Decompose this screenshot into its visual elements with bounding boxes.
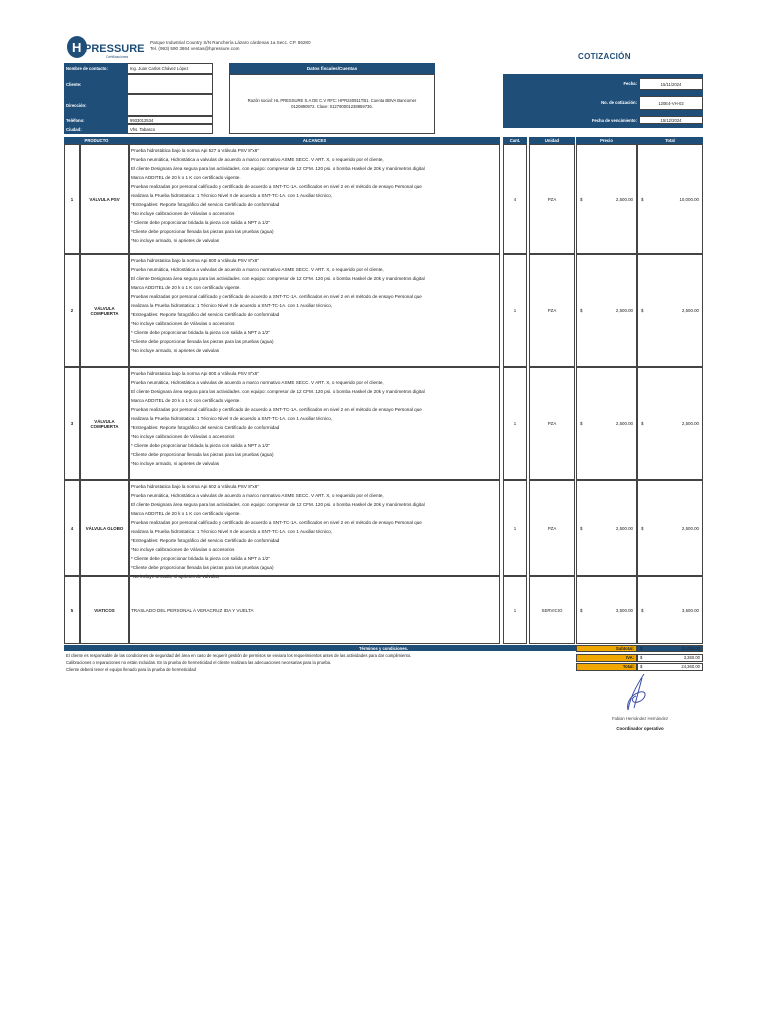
scope-line: Marca ADDITEL de 20 k o 1 K con certificado vigente. [131, 511, 241, 517]
currency-symbol: $ [580, 196, 583, 202]
terms-line: Calibraciones o reparaciones no están incluidas. En la prueba de hermeticidad el cliente realizara las adecuaciones necesarias para la prueba. [66, 660, 332, 666]
scope-line: *No incluye armado, ni aprietes de valvulas [131, 461, 220, 467]
document-title: COTIZACIÓN [578, 52, 631, 61]
currency-symbol: $ [640, 664, 643, 669]
item-price [576, 480, 637, 576]
scope-line: Prueba neumática, Hidrostática a valvulas de acuerdo a marco normativo ASME SECC. V ART. X, o requerido por el cliente, [131, 493, 384, 499]
scope-line: *No incluye armado, ni aprietes de valvulas [131, 238, 220, 244]
item-total [637, 254, 703, 367]
signer-name: Fabian Hernández Hernández [611, 716, 669, 721]
iva-amount: 3,360.00 [683, 655, 700, 660]
scope-line: * Cliente debe proporcionar bridada la pieza con salida a NPT a 1/2" [131, 443, 270, 449]
col-header-product: PRODUCTO [64, 137, 129, 144]
quote-number-value: 120E4-VH-02 [639, 96, 703, 110]
item-total [637, 480, 703, 576]
scope-line: * Cliente debe proporcionar bridada la pieza con salida a NPT a 1/2" [131, 220, 270, 226]
currency-symbol: $ [640, 646, 643, 651]
scope-line: realizara la Prueba hidrostatica: 1 Técnico Nivel II de acuerdo a SNT-TC-1A. con 1 Auxiliar técnico, [131, 416, 333, 422]
terms-header: Términos y condiciones. [64, 645, 703, 651]
scope-line: realizara la Prueba hidrostatica: 1 Técnico Nivel II de acuerdo a SNT-TC-1A. con 1 Auxiliar técnico, [131, 303, 333, 309]
scope-line: *Cliente debe proporcionar llenada las piezas para las pruebas (agua) [131, 339, 274, 345]
svg-text:H: H [72, 40, 82, 55]
city-value: Vhs. Tabasco [128, 124, 213, 134]
item-price [576, 367, 637, 480]
fiscal-details: Razón social: HL PRESSURE S.A DE C.V RFC: HPR240911TB1. Cuenta BBVA Bancomer 0120890972. Clave: 012790001238859736. [229, 74, 435, 134]
item-number: 1 [64, 144, 80, 254]
item-scope [129, 480, 500, 580]
scope-line: El cliente Designara área segura para las actividades. con equipo: compresor de 12 CFM. 120 psi. o bomba Haskel de 20k y manómetros digital [131, 389, 425, 395]
expiry-value: 15/12/2024 [639, 116, 703, 124]
item-number: 5 [64, 576, 80, 644]
total-amount: 24,360.00 [681, 664, 700, 669]
price-amount: 2,500.00 [615, 525, 633, 531]
col-header-scope: ALCANCES [129, 137, 500, 144]
item-quantity: 1 [503, 367, 527, 480]
scope-line: El cliente Designara área segura para las actividades. con equipo: compresor de 12 CFM. 120 psi. o bomba Haskel de 20k y manómetros digital [131, 166, 425, 172]
item-product: VÁLVULA COMPUERTA [80, 254, 129, 367]
date-label: Fecha: [623, 80, 637, 86]
company-logo [66, 34, 145, 62]
scope-line: *Cliente debe proporcionar llenada las piezas para las pruebas (agua) [131, 565, 274, 571]
total-amount: 3,500.00 [681, 607, 699, 613]
scope-line: Marca ADDITEL de 20 k o 1 K con certificado vigente. [131, 175, 241, 181]
scope-line: Prueba neumática, Hidrostática a valvulas de acuerdo a marco normativo ASME SECC. V ART. X, o requerido por el cliente, [131, 157, 384, 163]
scope-line: TRASLADO DEL PERSONAL A VERACRUZ IDA Y VUELTA [131, 607, 254, 613]
contact-label: Nombre de contacto: [64, 63, 128, 74]
signer-title: Coordinador operativo [616, 726, 664, 731]
item-price [576, 144, 637, 254]
scope-line: Pruebas realizadas por personal calificado y certificado de acuerdo a SNT-TC-1A. certificados en nivel 2 en el método de ensayo Personal que [131, 294, 422, 300]
client-label: Cliente: [64, 74, 128, 94]
price-amount: 3,500.00 [615, 607, 633, 613]
date-value: 15/11/2024 [639, 78, 703, 90]
scope-line: *Entregables: Reporte fotográfico del servicio Certificado de conformidad [131, 425, 280, 431]
contact-value: Ing. Juan Carlos Chávez López [128, 63, 213, 74]
subtotal-label: Subtotal: [576, 645, 637, 652]
iva-value [637, 654, 703, 662]
scope-line: Prueba hidrostatica bajo la norma Api 602 a Válvula PSV 8"x6" [131, 484, 259, 489]
subtotal-amount: 21,000.00 [681, 646, 700, 651]
phone-value: 9933012534 [128, 116, 213, 124]
iva-label: IVA: [576, 654, 637, 662]
item-product: VIATICOS [80, 576, 129, 644]
price-amount: 2,500.00 [615, 196, 633, 202]
item-unit: PZA [529, 254, 575, 367]
scope-line: * Cliente debe proporcionar bridada la pieza con salida a NPT a 1/2" [131, 556, 270, 562]
terms-line: Cliente deberá tener el equipo llenado para la prueba de hermeticidad [66, 667, 196, 673]
item-unit: PZA [529, 480, 575, 576]
total-amount: 10,000.00 [679, 196, 699, 202]
item-unit: PZA [529, 144, 575, 254]
item-unit: PZA [529, 367, 575, 480]
scope-line: realizara la Prueba hidrostatica: 1 Técnico Nivel II de acuerdo a SNT-TC-1A. con 1 Auxiliar técnico, [131, 193, 333, 199]
item-scope [129, 367, 500, 480]
price-amount: 2,500.00 [615, 308, 633, 313]
scope-line: Prueba hidrostática bajo la norma Api 527 a Válvula PSV 8"x6" [131, 148, 259, 153]
signature-image [622, 672, 658, 714]
currency-symbol: $ [641, 525, 644, 531]
company-address: Parque Industrial Country S/N Ranchería Lázaro cárdenas 1a Secc. CP. 86280 [150, 40, 311, 45]
city-label: Ciudad: [64, 124, 128, 134]
currency-symbol: $ [641, 421, 644, 426]
scope-line: Marca ADDITEL de 20 k o 1 K con certificado vigente. [131, 285, 241, 291]
currency-symbol: $ [641, 607, 644, 613]
item-unit: SERVICIO [529, 576, 575, 644]
svg-text:Certificaciones: Certificaciones [106, 55, 129, 59]
item-number: 3 [64, 367, 80, 480]
scope-line: El cliente Designara área segura para las actividades. con equipo: compresor de 12 CFM. 120 psi. o bomba Haskel de 20k y manómetros digital [131, 502, 425, 508]
phone-label: Teléfono: [64, 116, 128, 124]
fiscal-header: Datos fiscales/Cuentas [229, 63, 435, 74]
item-scope [129, 254, 500, 367]
currency-symbol: $ [580, 525, 583, 531]
total-label: Total: [576, 663, 637, 671]
item-number: 2 [64, 254, 80, 367]
quote-number-label: No. de cotización: [601, 99, 637, 105]
price-amount: 2,500.00 [615, 421, 633, 426]
col-header-unit: Unidad [529, 137, 575, 144]
scope-line: *No incluye calibraciones de Válvulas o accesorios [131, 321, 235, 327]
scope-line: *No incluye calibraciones de Válvulas o accesorios [131, 211, 235, 217]
item-quantity: 1 [503, 576, 527, 644]
scope-line: *No incluye calibraciones de Válvulas o accesorios [131, 547, 235, 553]
item-price [576, 254, 637, 367]
scope-line: *Entregables: Reporte fotográfico del servicio Certificado de conformidad [131, 312, 280, 318]
scope-line: *No incluye armado, ni aprietes de valvulas [131, 574, 220, 580]
item-total [637, 367, 703, 480]
total-amount: 2,500.00 [681, 421, 699, 426]
currency-symbol: $ [641, 196, 644, 202]
scope-line: *No incluye calibraciones de Válvulas o accesorios [131, 434, 235, 440]
scope-line: *Cliente debe proporcionar llenada las piezas para las pruebas (agua) [131, 452, 274, 458]
currency-symbol: $ [580, 308, 583, 313]
item-scope [129, 576, 500, 644]
expiry-label: Fecha de vencimiento: [591, 117, 637, 123]
scope-line: *No incluye armado, ni aprietes de valvulas [131, 348, 220, 354]
currency-symbol: $ [640, 655, 643, 660]
scope-line: El cliente Designara área segura para las actividades. con equipo: compresor de 12 CFM. 120 psi. o bomba Haskel de 20k y manómetros digital [131, 276, 425, 282]
item-number: 4 [64, 480, 80, 576]
scope-line: Prueba hidrostatica bajo la norma Api 600 a Válvula PSV 8"x6" [131, 258, 259, 263]
item-product: VÁLVULA PSV [80, 144, 129, 254]
scope-line: Prueba hidrostatica bajo la norma Api 600 a Válvula PSV 8"x6" [131, 371, 259, 376]
scope-line: Prueba neumática, Hidrostática a valvulas de acuerdo a marco normativo ASME SECC. V ART. X, o requerido por el cliente, [131, 267, 384, 273]
item-scope [129, 144, 500, 254]
col-header-qty: Cant. [503, 137, 527, 144]
scope-line: Pruebas realizadas por personal calificado y certificado de acuerdo a SNT-TC-1A. certificados en nivel 2 en el método de ensayo Personal que [131, 407, 422, 413]
scope-line: Pruebas realizadas por personal calificado y certificado de acuerdo a SNT-TC-1A. certificados en nivel 2 en el método de ensayo Personal que [131, 520, 422, 526]
scope-line: realizara la Prueba hidrostatica: 1 Técnico Nivel II de acuerdo a SNT-TC-1A. con 1 Auxiliar técnico, [131, 529, 333, 535]
item-total [637, 576, 703, 644]
address-label: Dirección: [64, 94, 128, 116]
scope-line: *Cliente debe proporcionar llenada las piezas para las pruebas (agua) [131, 229, 274, 235]
item-product: VÁLVULA GLOBO [80, 480, 129, 576]
terms-line: El cliente es responsable de las condiciones de seguridad del área en caso de requerir gestión de permisos se enviara los requerimientos antes de las actividades para dar cumplimiento. [66, 653, 412, 658]
total-value [637, 663, 703, 671]
item-total [637, 144, 703, 254]
item-price [576, 576, 637, 644]
scope-line: *Entregables: Reporte fotográfico del servicio Certificado de conformidad [131, 202, 280, 208]
item-quantity: 1 [503, 480, 527, 576]
scope-line: Marca ADDITEL de 20 k o 1 K con certificado vigente. [131, 398, 241, 404]
col-header-price: Precio [576, 137, 637, 144]
item-product: VÁLVULA COMPUERTA [80, 367, 129, 480]
company-info [150, 40, 311, 53]
total-amount: 2,500.00 [681, 525, 699, 531]
svg-text:PRESSURE: PRESSURE [84, 43, 145, 55]
scope-line: *Entregables: Reporte fotográfico del servicio Certificado de conformidad [131, 538, 280, 544]
item-quantity: 1 [503, 254, 527, 367]
item-quantity: 4 [503, 144, 527, 254]
scope-line: Prueba neumática, Hidrostática a valvulas de acuerdo a marco normativo ASME SECC. V ART. X, o requerido por el cliente, [131, 380, 384, 386]
address-value [128, 94, 213, 116]
col-header-total: Total [637, 137, 703, 144]
client-value [128, 74, 213, 94]
scope-line: Pruebas realizadas por personal calificado y certificado de acuerdo a SNT-TC-1A. certificados en nivel 2 en el método de ensayo Personal que [131, 184, 422, 190]
currency-symbol: $ [580, 421, 583, 426]
total-amount: 2,500.00 [681, 308, 699, 313]
subtotal-value [637, 645, 703, 652]
currency-symbol: $ [641, 308, 644, 313]
currency-symbol: $ [580, 607, 583, 613]
scope-line: * Cliente debe proporcionar bridada la pieza con salida a NPT a 1/2" [131, 330, 270, 336]
terms-text [66, 652, 411, 674]
company-contact: Tel. (993) 590 3864 ventas@hpressure.com [150, 46, 240, 52]
